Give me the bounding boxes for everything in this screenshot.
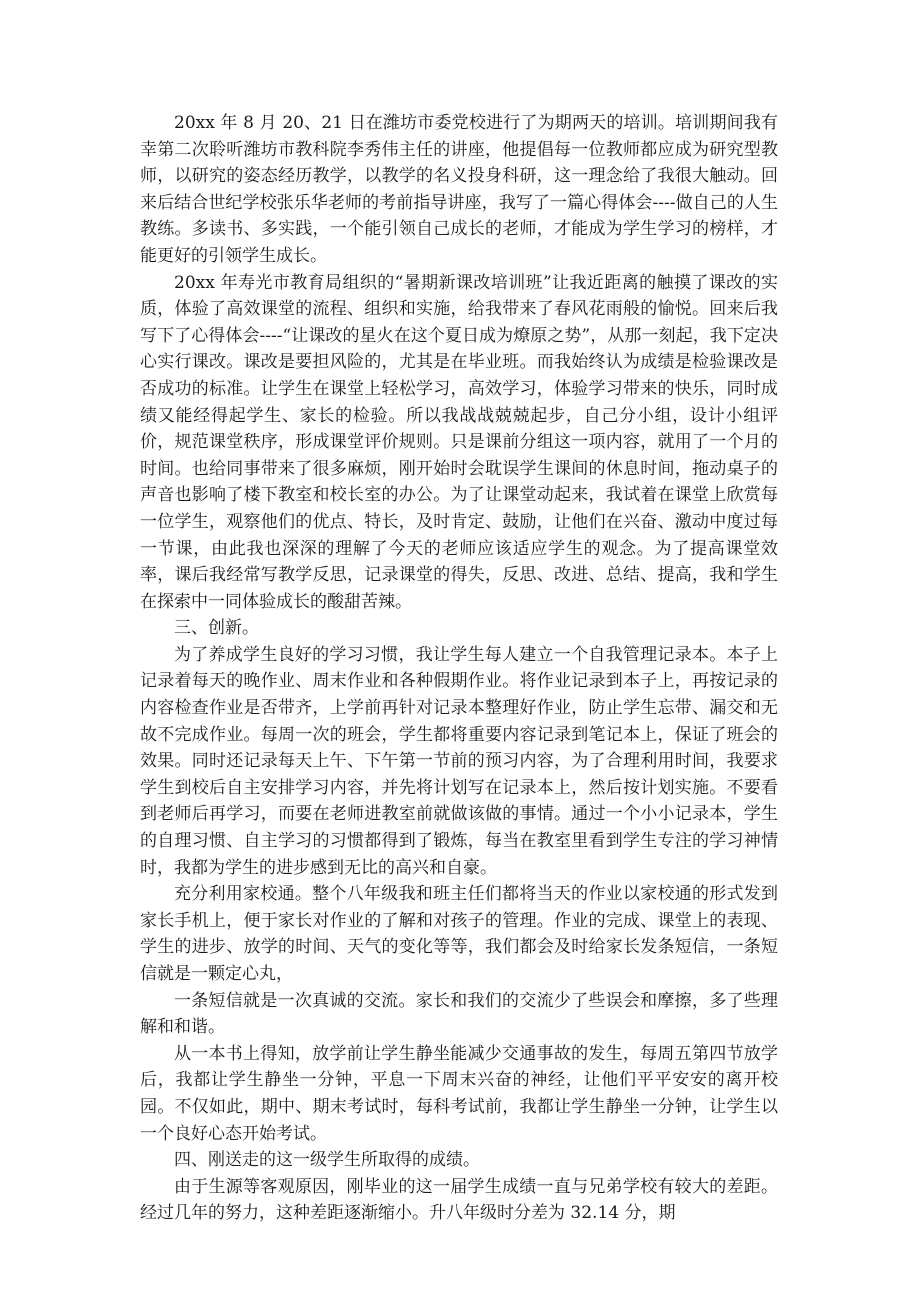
paragraph-sms-exchange: 一条短信就是一次真诚的交流。家长和我们的交流少了些误会和摩擦，多了些理解和和谐。 [140, 990, 778, 1038]
section-heading-achievements: 四、刚送走的这一级学生所取得的成绩。 [174, 1150, 480, 1171]
paragraph-training-weifang: 20xx 年 8 月 20、21 日在潍坊市委党校进行了为期两天的培训。培训期间我有幸第二次聆听潍坊市教科院李秀伟主任的讲座，他提倡每一位教师都应成为研究型教师，以研究的姿态经历教学，以教学的名义投身科研，这一理念给了我很大触动。回来后结合世纪学校张乐华老师的考前指导讲座，我写了一篇心得体会----做自己的人生教练。多读书、多实践，一个能引领自己成长的老师，才能成为学生学习的榜样，才能更好的引领学生成长。 [140, 113, 778, 266]
paragraph-curriculum-reform: 20xx 年寿光市教育局组织的“暑期新课改培训班”让我近距离的触摸了课改的实质，体验了高效课堂的流程、组织和实施，给我带来了春风花雨般的愉悦。回来后我写下了心得体会----“让课改的星火在这个夏日成为燎原之势”，从那一刻起，我下定决心实行课改。课改是要担风险的，尤其是在毕业班。而我始终认为成绩是检验课改是否成功的标准。让学生在课堂上轻松学习，高效学习，体验学习带来的快乐，同时成绩又能经得起学生、家长的检验。所以我战战兢兢起步，自己分小组，设计小组评价，规范课堂秩序，形成课堂评价规则。只是课前分组这一项内容，就用了一个月的时间。也给同事带来了很多麻烦，刚开始时会耽误学生课间的休息时间，拖动桌子的声音也影响了楼下教室和校长室的办公。为了让课堂动起来，我试着在课堂上欣赏每一位学生，观察他们的优点、特长，及时肯定、鼓励，让他们在兴奋、激动中度过每一节课，由此我也深深的理解了今天的老师应该适应学生的观念。为了提高课堂效率，课后我经常写教学反思，记录课堂的得失，反思、改进、总结、提高，我和学生在探索中一同体验成长的酸甜苦辣。 [140, 272, 778, 612]
document-body [140, 110, 778, 1227]
paragraph-record-book: 为了养成学生良好的学习习惯，我让学生每人建立一个自我管理记录本。本子上记录着每天的晚作业、周末作业和各种假期作业。将作业记录到本子上，再按记录的内容检查作业是否带齐，上学前再针对记录本整理好作业，防止学生忘带、漏交和无故不完成作业。每周一次的班会，学生都将重要内容记录到笔记本上，保证了班会的效果。同时还记录每天上午、下午第一节前的预习内容，为了合理利用时间，我要求学生到校后自主安排学习内容，并先将计划写在记录本上，然后按计划实施。不要看到老师后再学习，而要在老师进教室前就做该做的事情。通过一个小小记录本，学生的自理习惯、自主学习的习惯都得到了锻炼，每当在教室里看到学生专注的学习神情时，我都为学生的进步感到无比的高兴和自豪。 [140, 644, 778, 878]
paragraph-home-school: 充分利用家校通。整个八年级我和班主任们都将当天的作业以家校通的形式发到家长手机上，便于家长对作业的了解和对孩子的管理。作业的完成、课堂上的表现、学生的进步、放学的时间、天气的变化等等，我们都会及时给家长发条短信，一条短信就是一颗定心丸， [140, 884, 778, 984]
section-heading-innovation: 三、创新。 [174, 618, 259, 639]
paragraph-quiet-sitting: 从一本书上得知，放学前让学生静坐能减少交通事故的发生，每周五第四节放学后，我都让学生静坐一分钟，平息一下周末兴奋的神经，让他们平平安安的离开校园。不仅如此，期中、期末考试时，每科考试前，我都让学生静坐一分钟，让学生以一个良好心态开始考试。 [140, 1043, 778, 1144]
paragraph-score-gap: 由于生源等客观原因，刚毕业的这一届学生成绩一直与兄弟学校有较大的差距。经过几年的努力，这种差距逐渐缩小。升八年级时分差为 32.14 分，期 [140, 1176, 778, 1224]
